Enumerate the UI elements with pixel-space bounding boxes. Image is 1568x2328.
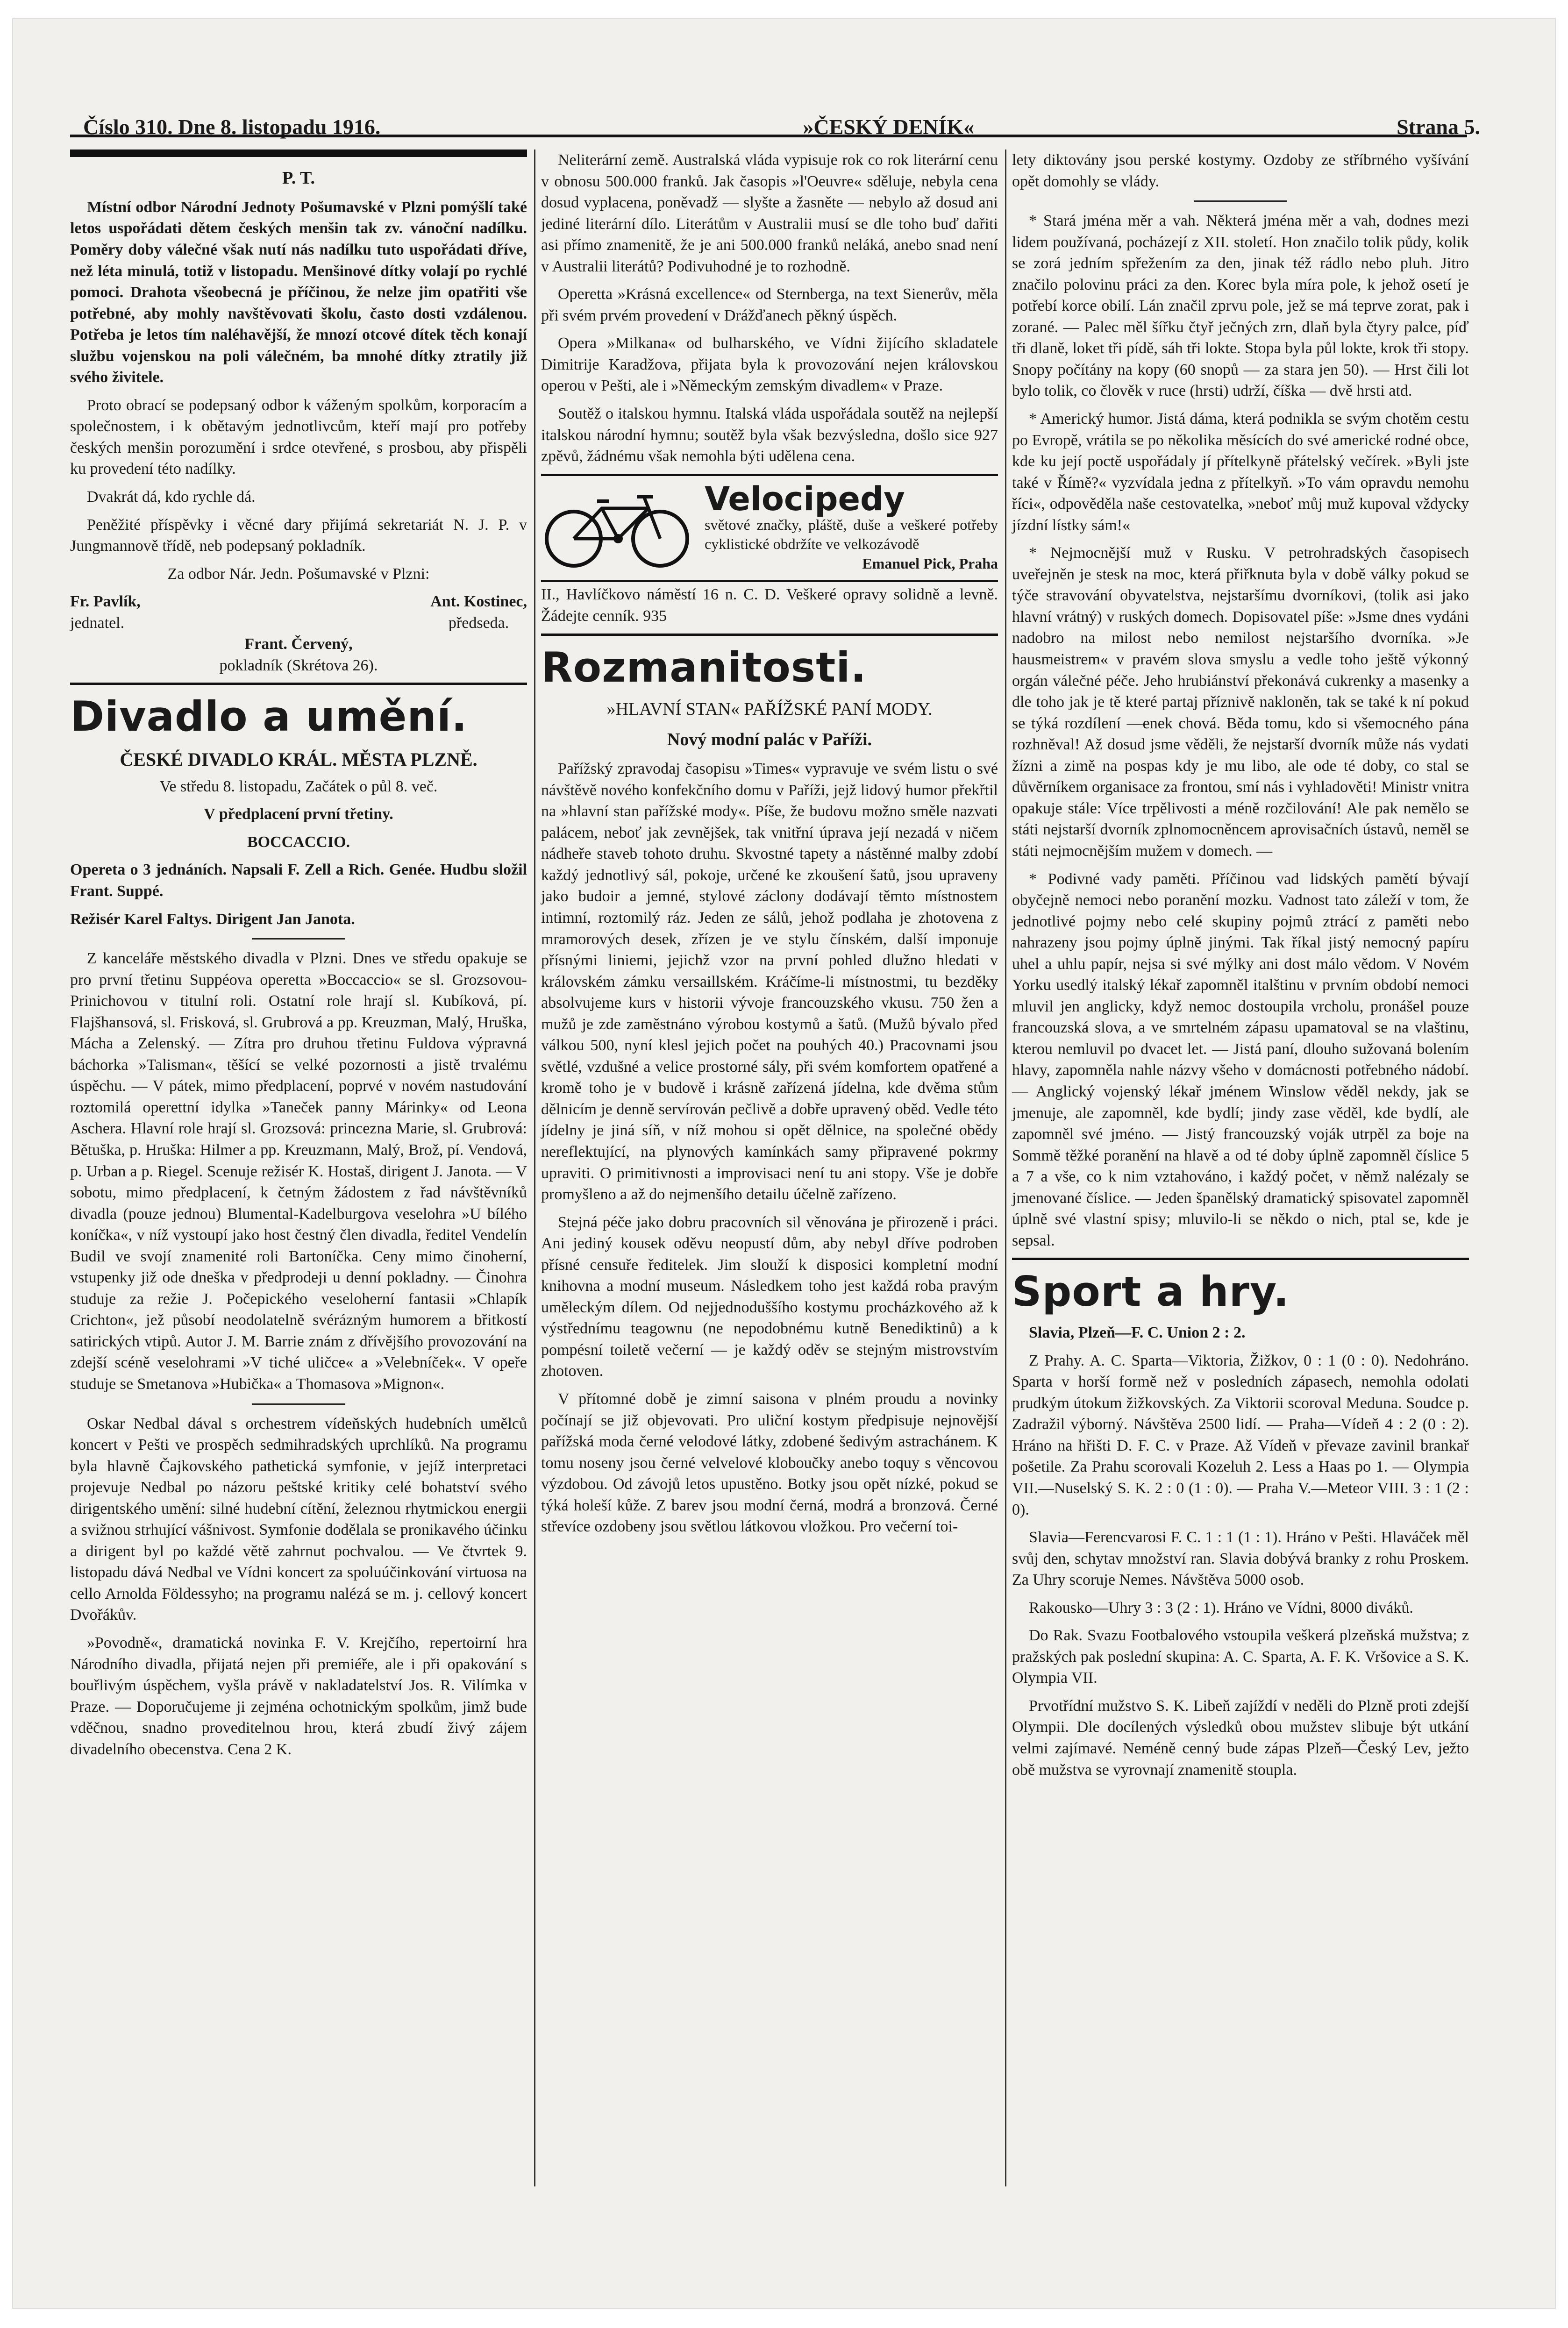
ad-title: Velocipedy [705,479,905,518]
header-rule [70,135,1467,137]
article-measures: * Stará jména měr a vah. Některá jména měr a vah, dodnes mezi lidem používaná, pocházejí z XII. století. Hon značilo tolik půdy, kolik se zorá jedním spřežením za den, jinak též rádlo nebo pluh. Jitro značilo polovinu práci za den. Korec byla míra pole, k jehož osetí je potřebí korce obilí. Lán značil zprvu pole, jež se má teprve zorat, pak i zorané. — Palec měl šířku čtyř ječných zrn, dlaň byla čtyry palce, píď tři dlaně, loket tři pídě, sáh tři lokte. Stopa byla půl lokte, krok tři stopy. Snopy počítány na kopy (60 snopů — za stara jen 50). — Hrst čili lot bylo tolik, co člověk v ruce (hrsti) udrží, číška — dvě hrsti atd. [1012,212,1469,400]
header-issue-date: Číslo 310. Dne 8. listopadu 1916. [83,115,381,139]
signature-name: Ant. Kostinec, [430,593,527,611]
bicycle-advertisement [541,474,998,583]
theatre-title: ČESKÉ DIVADLO KRÁL. MĚSTA PLZNĚ. [120,749,478,770]
page-header [83,114,1480,142]
ad-number: 935 [643,607,667,625]
signature-name: Frant. Červený, [244,635,353,653]
section-rule [70,150,527,157]
appeal-paragraph: Dvakrát dá, kdo rychle dá. [87,488,256,506]
article-russia: * Nejmocnější muž v Rusku. V petrohradských časopisech uveřejněn je stesk na moc, která přiřknuta byla v době války pokud se týče stravování obyvatelstva, nejstaršímu dvorníkovi, (tolik asi jako hlavní vrátný) v ruských domech. Dopisovatel píše: »Jsme dnes vydáni nadobro na milost nebo nemilost nejstaršího dvorníka. »Je hausmeistrem« v pravém slova smyslu a vedle toho ještě výkonný orgán válečné péče. Jeho hrubiánství překonává cukrenky a masenky a dle toho jak je tě které partaj příznivě nakloněn, tak se také k ní pokud se týká rozdílení —enek chová. Běda tomu, kdo si všemocného pána rozhněval! Až dosud jsme věděli, že nejstarší dvorník může nás vydati žízni a zimě na pospas kdy je mu libo, ale ode té doby, co stal se důvěrníkem organisace za frontou, smí nás i vyhladověti! Ministr vnitra opakuje stále: Více trpělivosti a méně rozčilování! Ale pak nemělo se státi nejstarší dvorník zplnomocněncem aprovisačních ústavů, neměl se státi nejmocnějším mužem v domech. — [1012,544,1469,860]
signature-jednatel [70,591,141,634]
column-3 [1012,150,1469,1787]
ad-address [541,584,998,626]
signature-row [70,591,527,634]
article-paragraph: Pařížský zpravodaj časopisu »Times« vypravuje ve svém listu o své návštěvě nového konfekčního domu v Paříži, jejž lidový humor překřtil na »hlavní stan pařížské mody«. Píše, že budovu možno směle nazvati palácem, neboť jak zevnějšek, tak vnitřní úprava její nezadá v ničem nádheře staveb tohoto druhu. Skvostné tapety a nástěnné malby zdobí každý jednotlivý sál, pokoje, určené ke zkoušení šatů, jsou upraveny jako budoir a jemné, stylové záclony dodávají těmto místnostem intimní, roztomilý ráz. Jeden ze sálů, jehož podlaha je zhotovena z mramorových desek, zřízen je ve stylu čínském, další imponuje přísnými liniemi, jejichž vzor na první pohled dlužno hledati v královském zámku versaillském. Kráčíme-li místnostmi, tu bezděky absolvujeme kurs v historii vývoje francouzského vkusu. 750 žen a mužů je zde zaměstnáno výrobou kostymů a šatů. (Mužů bývalo před válkou 500, nyní klesl jejich počet na pouhých 40.) Pracovnami jsou světlé, vzdušné a velice prostorné sály, při svém komfortem opatřené a kromě toho je v budově i krásně zařízená jídelna, kde dvěma stům dělnicím je denně servírován pečlivě a dobře upravený oběd. Vedle této jídelny je jiná síň, v níž mohou si opět dělnice, na společné obědy nereflektující, na plynových kamínkách samy připravené pokrmy upraviti. O primitivnosti a improvisaci není tu ani stopy. Vše je dobře promyšleno a až do nejmenšího detailu účelně zařízeno. [541,760,998,1203]
sport-paragraph: Prvotřídní mužstvo S. K. Libeň zajíždí v neděli do Plzně proti zdejší Olympii. Dle docílených výsledků obou mužstev slibuje být utkání velmi zajímavé. Neméně cenný bude zápas Plzeň—Český Lev, ježto obě mužstva se vyrovnají znamenitě stoupla. [1012,1697,1469,1779]
appeal-signoff: Za odbor Nár. Jedn. Pošumavské v Plzni: [167,565,430,583]
section-rule [70,683,527,685]
sport-paragraph: Z Prahy. A. C. Sparta—Viktoria, Žižkov, 0 : 1 (0 : 0). Nedohráno. Sparta v horší formě než v posledních zápasech, nemohla odolati prudkým útokum žižkovských. Za Viktorii scoroval Meduna. Soudce p. Zadražil výborný. Návštěva 2500 lidí. — Praha—Vídeň 4 : 2 (0 : 2). Hráno na hřišti D. F. C. v Praze. Až Vídeň v převaze zavinil brankař pošetile. Za Prahu scorovali Kozeluh 2. Less a Haas po 1. — Olympia VII.—Nuselský S. K. 2 : 0 (1 : 0). — Praha V.—Meteor VIII. 3 : 1 (2 : 0). [1012,1352,1469,1518]
play-info: Režisér Karel Faltys. Dirigent Jan Janota. [70,910,355,928]
divider [252,938,345,940]
article-title: »HLAVNÍ STAN« PAŘÍŽSKÉ PANÍ MODY. [606,699,933,719]
appeal-title: P. T. [282,168,315,188]
play-info: Opereta o 3 jednáních. Napsali F. Zell a Rich. Genée. Hudbu složil Frant. Suppé. [70,861,527,900]
section-heading-rozmanitosti: Rozmanitosti. [541,643,867,691]
signature-name: Fr. Pavlík, [70,593,141,611]
divider [252,1403,345,1405]
article-kancelar: Z kanceláře městského divadla v Plzni. Dnes ve středu opakuje se pro první třetinu Suppéova operetta »Boccaccio« se sl. Grozsovou-Prinichovou v titulní roli. Ostatní role hrají sl. Kubíková, pí. Flajšhansová, sl. Frisková, sl. Grubrová a pp. Kreuzman, Malý, Hruška, Mácha a Zelenský. — Zítra pro druhou třetinu Fuldova výpravná báchorka »Talisman«, těšící se velké pozornosti a jistě trvalému úspěchu. — V pátek, mimo předplacení, poprvé v novém nastudování roztomilá operettní idylka »Taneček panny Márinky« od Leona Aschera. Hlavní role hrají sl. Grozsová: princezna Marie, sl. Grubrová: Bětuška, p. Hruška: Hilmer a pp. Kreuzmann, Malý, Brož, pí. Vendová, p. Urban a p. Riegel. Scenuje režisér K. Hostaš, dirigent J. Janota. — V sobotu, mimo předplacení, k četným žádostem z řad návštěvníků divadla (pouze jednou) Blumental-Kadelburgova veselohra »U bílého koníčka«, v níž vystoupí jako host čestný člen divadla, ředitel Vendelín Budil ve svojí znamenité roli Bartoníčka. Ceny mimo činoherní, vstupenky již ode dneška v předprodeji u denní pokladny. — Činohra studuje za režie J. Počepického veseloherní fantasii »Chlapík Crichton«, jež působí neodolatelně svérázným humorem a břitkostí satirických vtipů. Autor J. M. Barrie znám z dřívějšího provozování na zdejší scéně veselohrami »V tiché uličce« a »Velebníček«. V opeře studuje se Smetanova »Hubička« a Thomasova »Mignon«. [70,950,527,1393]
performance-line: Ve středu 8. listopadu, Začátek o půl 8. več. [159,777,438,795]
article-hymn-contest: Soutěž o italskou hymnu. Italská vláda uspořádala soutěž na nejlepší italskou národní hymnu; soutěž byla však bezvýsledna, došlo sice 927 zpěvů, žádnému však nemohla býti udělena cena. [541,405,998,465]
appeal-paragraph: Místní odbor Národní Jednoty Pošumavské v Plzni pomýšlí také letos uspořádati dětem českých menšin tak zv. vánoční nadílku. Poměry doby válečné však nutí nás nadílku tuto uspořádati dříve, než léta minulá, totiž v listopadu. Menšinové dítky volají po rychlé pomoci. Drahota všeobecná je příčinou, že nelze jim opatřiti vše potřebné, aby mohly navštěvovati školu, často dosti vzdálenou. Potřeba je letos tím naléhavější, že mnozí otcové dítek těch konají službu vojenskou na poli válečném, ba mnohé dítky ztratily již svého živitele. [70,198,527,386]
sport-paragraph: Do Rak. Svazu Footbalového vstoupila veškerá plzeňská mužstva; z pražských pak poslední skupina: A. C. Sparta, A. F. K. Vršovice a S. K. Olympia VII. [1012,1627,1469,1687]
play-title: BOCCACCIO. [247,833,350,851]
signature-role: jednatel. [70,614,125,632]
appeal-paragraph: Peněžité příspěvky i věcné dary přijímá sekretariát N. J. P. v Jungmannově třídě, neb podepsaný pokladník. [70,516,527,555]
article-operetta: Operetta »Krásná excellence« od Sternberga, na text Sienerův, měla při svém prvém provedení v Drážďanech pěkný úspěch. [541,285,998,324]
signature-role: předseda. [448,614,509,632]
column-1 [70,150,527,1766]
ad-address-text: II., Havlíčkovo náměstí 16 n. C. D. Veškeré opravy solidně a levně. Žádejte cenník. [541,586,998,625]
article-nedbal: Oskar Nedbal dával s orchestrem vídeňských hudebních umělců koncert v Pešti ve prospěch sedmihradských uprchlíků. Na programu byla hlavně Čajkovského pathetická symfonie, v jejíž interpretaci projevuje Nedbal po názoru peštské kritiky celé bohatství svého dirigentského umění: silné hudební cítění, železnou rhytmickou energii a svižnou strhující vášnivost. Symfonie dodělala se pronikavého účinku a dirigent byl po každé větě zahrnut pochvalou. — Ve čtvrtek 9. listopadu dává Nedbal ve Vídni koncert za spoluúčinkování virtuosa na cello Arnolda Földessyho; na programu nalézá se m. j. cellový koncert Dvořákův. [70,1415,527,1624]
divider [1194,200,1287,202]
article-memory: * Podivné vady paměti. Příčinou vad lidských pamětí bývají obyčejně nemoci nebo poranění mozku. Vadnost tato záleží v tom, že jednotlivé pojmy nebo celé skupiny pojmů ztrácí z paměti nebo nahrazeny jsou pojmy úplně jinými. Tak říkal jistý nemocný papíru uhel a uhlu papír, nejsa si své mýlky ani dost málo vědom. V Novém Yorku usedlý italský lékař zapomněl italštinu v prvním období nemoci mluvil jen anglicky, když nemoc dostoupila vrcholu, pronášel pouze francouzská slova, a ve smrtelném zápasu upamatoval se na vlaštinu, kterou nemluvil po dvacet let. — Jistá paní, dlouho sužovaná bolením hlavy, zapomněla nahle názvy všeho v domácnosti potřebného nádobí. — Anglický vojenský lékař jménem Winslow věděl nekdy, jak se jmenuje, ale zapomněl, kde bydlí; jindy zase věděl, kde bydlí, ale zapomněl své jméno. — Jistý francouzský voják utrpěl za boje na Sommě těžké poranění na hlavě a od té doby úplně zapomněl číslice 5 a 7 a vše, co k nim vztahováno, i každý počet, v němž nalézaly se jmenované číslice. — Jeden španělský dramatický spisovatel zapomněl úplně své vlastní spisy; mluvilo-li se někdo o nich, ptal se, kde je sepsal. [1012,870,1469,1249]
section-heading-divadlo: Divadlo a umění. [70,692,468,741]
column-2 [541,150,998,1544]
article-literary-prize: Neliterární země. Australská vláda vypisuje rok co rok literární cenu v obnosu 500.000 franků. Jak časopis »l'Oeuvre« sděluje, nebyla cena dosud vyplacena, poněvadž — slyšte a žasněte — nebylo až dosud ani jediné literární dílo. Literátům v Australii musí se dle toho buď dařiti asi přímo znamenitě, že je ani 500.000 franků neláká, anebo snad není v Australii literátů? Podivuhodné je to rozhodně. [541,151,998,275]
article-continuation: lety diktovány jsou perské kostymy. Ozdoby ze stříbrného vyšívání opět domohly se vlády. [1012,151,1469,190]
performance-line: V předplacení první třetiny. [204,805,393,823]
ad-firm: Emanuel Pick, Praha [862,555,998,572]
section-heading-sport: Sport a hry. [1012,1267,1290,1316]
article-subtitle: Nový modní palác v Paříži. [667,730,872,750]
column-divider [534,150,535,2186]
ad-line: světové značky, pláště, duše a veškeré potřeby cyklistické obdržíte ve velkozávodě [705,516,998,553]
header-title: »ČESKÝ DENÍK« [803,115,975,139]
signature-pokladnik [70,634,527,676]
article-american-humor: * Americký humor. Jistá dáma, která podnikla se svým chotěm cestu po Evropě, vrátila se po několika měsících do své americké rodné obce, kde ku její poctě uspořádaly jí přítelkyně přátelský večírek. »Byli jste také v Římě?« vyzvídala jedna z přítelkyň. »To vám opravdu nemohu říci«, odpověděla naše cestovatelka, »neboť můj muž kupoval vždycky jízdní lístky sám!« [1012,410,1469,534]
sport-result: Slavia, Plzeň—F. C. Union 2 : 2. [1029,1324,1246,1342]
article-milkana: Opera »Milkana« od bulharského, ve Vídni žijícího skladatele Dimitrije Karadžova, přijata byla k provozování nejen královskou operou v Pešti, ale i »Německým zemským divadlem« v Praze. [541,335,998,395]
article-paragraph: V přítomné době je zimní saisona v plném proudu a novinky počínají se již objevovati. Pro uliční kostym předpisuje nejnovější pařížská moda černé velodové látky, zdobené šedivým astrachánem. K tomu noseny jsou černé velvelové kloboučky anebo toquy s věncovou výzdobou. Od závojů letos upustěno. Botky jsou opět nízké, pokud se týká holeší kůže. Z barev jsou modní černá, modrá a bronzová. Černé střevíce ozdobeny jsou světlou látkovou vložkou. Pro večerní toi- [541,1390,998,1536]
signature-role: pokladník (Skrétova 26). [219,656,378,674]
header-page-number: Strana 5. [1397,115,1480,139]
ad-text [705,479,998,574]
article-paragraph: Stejná péče jako dobru pracovních sil věnována je přirozeně i práci. Ani jediný kousek oděvu neopustí dům, aby nebyl dříve podroben přísné censuře ředitelek. Jim slouží k disposici kompletní modní knihovna a modní museum. Následkem toho jest každá roba pravým uměleckým dílem. Od nejjednoduššího kostymu procházkového až k výstřednímu teagownu (ne nepodobnému kutně Benediktinů) a k pompésní toiletě večerní — je každý oděv se stejným mistrovstvím zhotoven. [541,1213,998,1380]
sport-paragraph: Slavia—Ferencvarosi F. C. 1 : 1 (1 : 1). Hráno v Pešti. Hlaváček měl svůj den, schytav množství ran. Slavia dobývá branky z rohu Proskem. Za Uhry scoruje Nemes. Návštěva 5000 osob. [1012,1529,1469,1589]
signature-predseda [430,591,527,634]
column-divider [1005,150,1006,2186]
sport-paragraph: Rakousko—Uhry 3 : 3 (2 : 1). Hráno ve Vídni, 8000 diváků. [1029,1599,1413,1616]
section-rule [1012,1258,1469,1260]
article-povodne: »Povodně«, dramatická novinka F. V. Krejčího, repertoirní hra Národního divadla, přijatá nejen při premiéře, ale i při opakování s bouřlivým úspěchem, vyšla právě v nakladatelství Jos. R. Vilímka v Praze. — Doporučujeme ji zejména ochotnickým spolkům, jimž bude vděčnou, snadno proveditelnou hrou, která zbudí živý zájem divadelního obecenstva. Cena 2 K. [70,1634,527,1758]
appeal-paragraph: Proto obrací se podepsaný odbor k váženým spolkům, korporacím a společnostem, i k obětavým jednotlivcům, kteří mají pro potřeby českých menšin porozumění i srdce otevřené, s prosbou, aby přispěli ku provedení této nadílky. [70,396,527,478]
section-rule [541,634,998,636]
bicycle-icon [541,483,695,571]
